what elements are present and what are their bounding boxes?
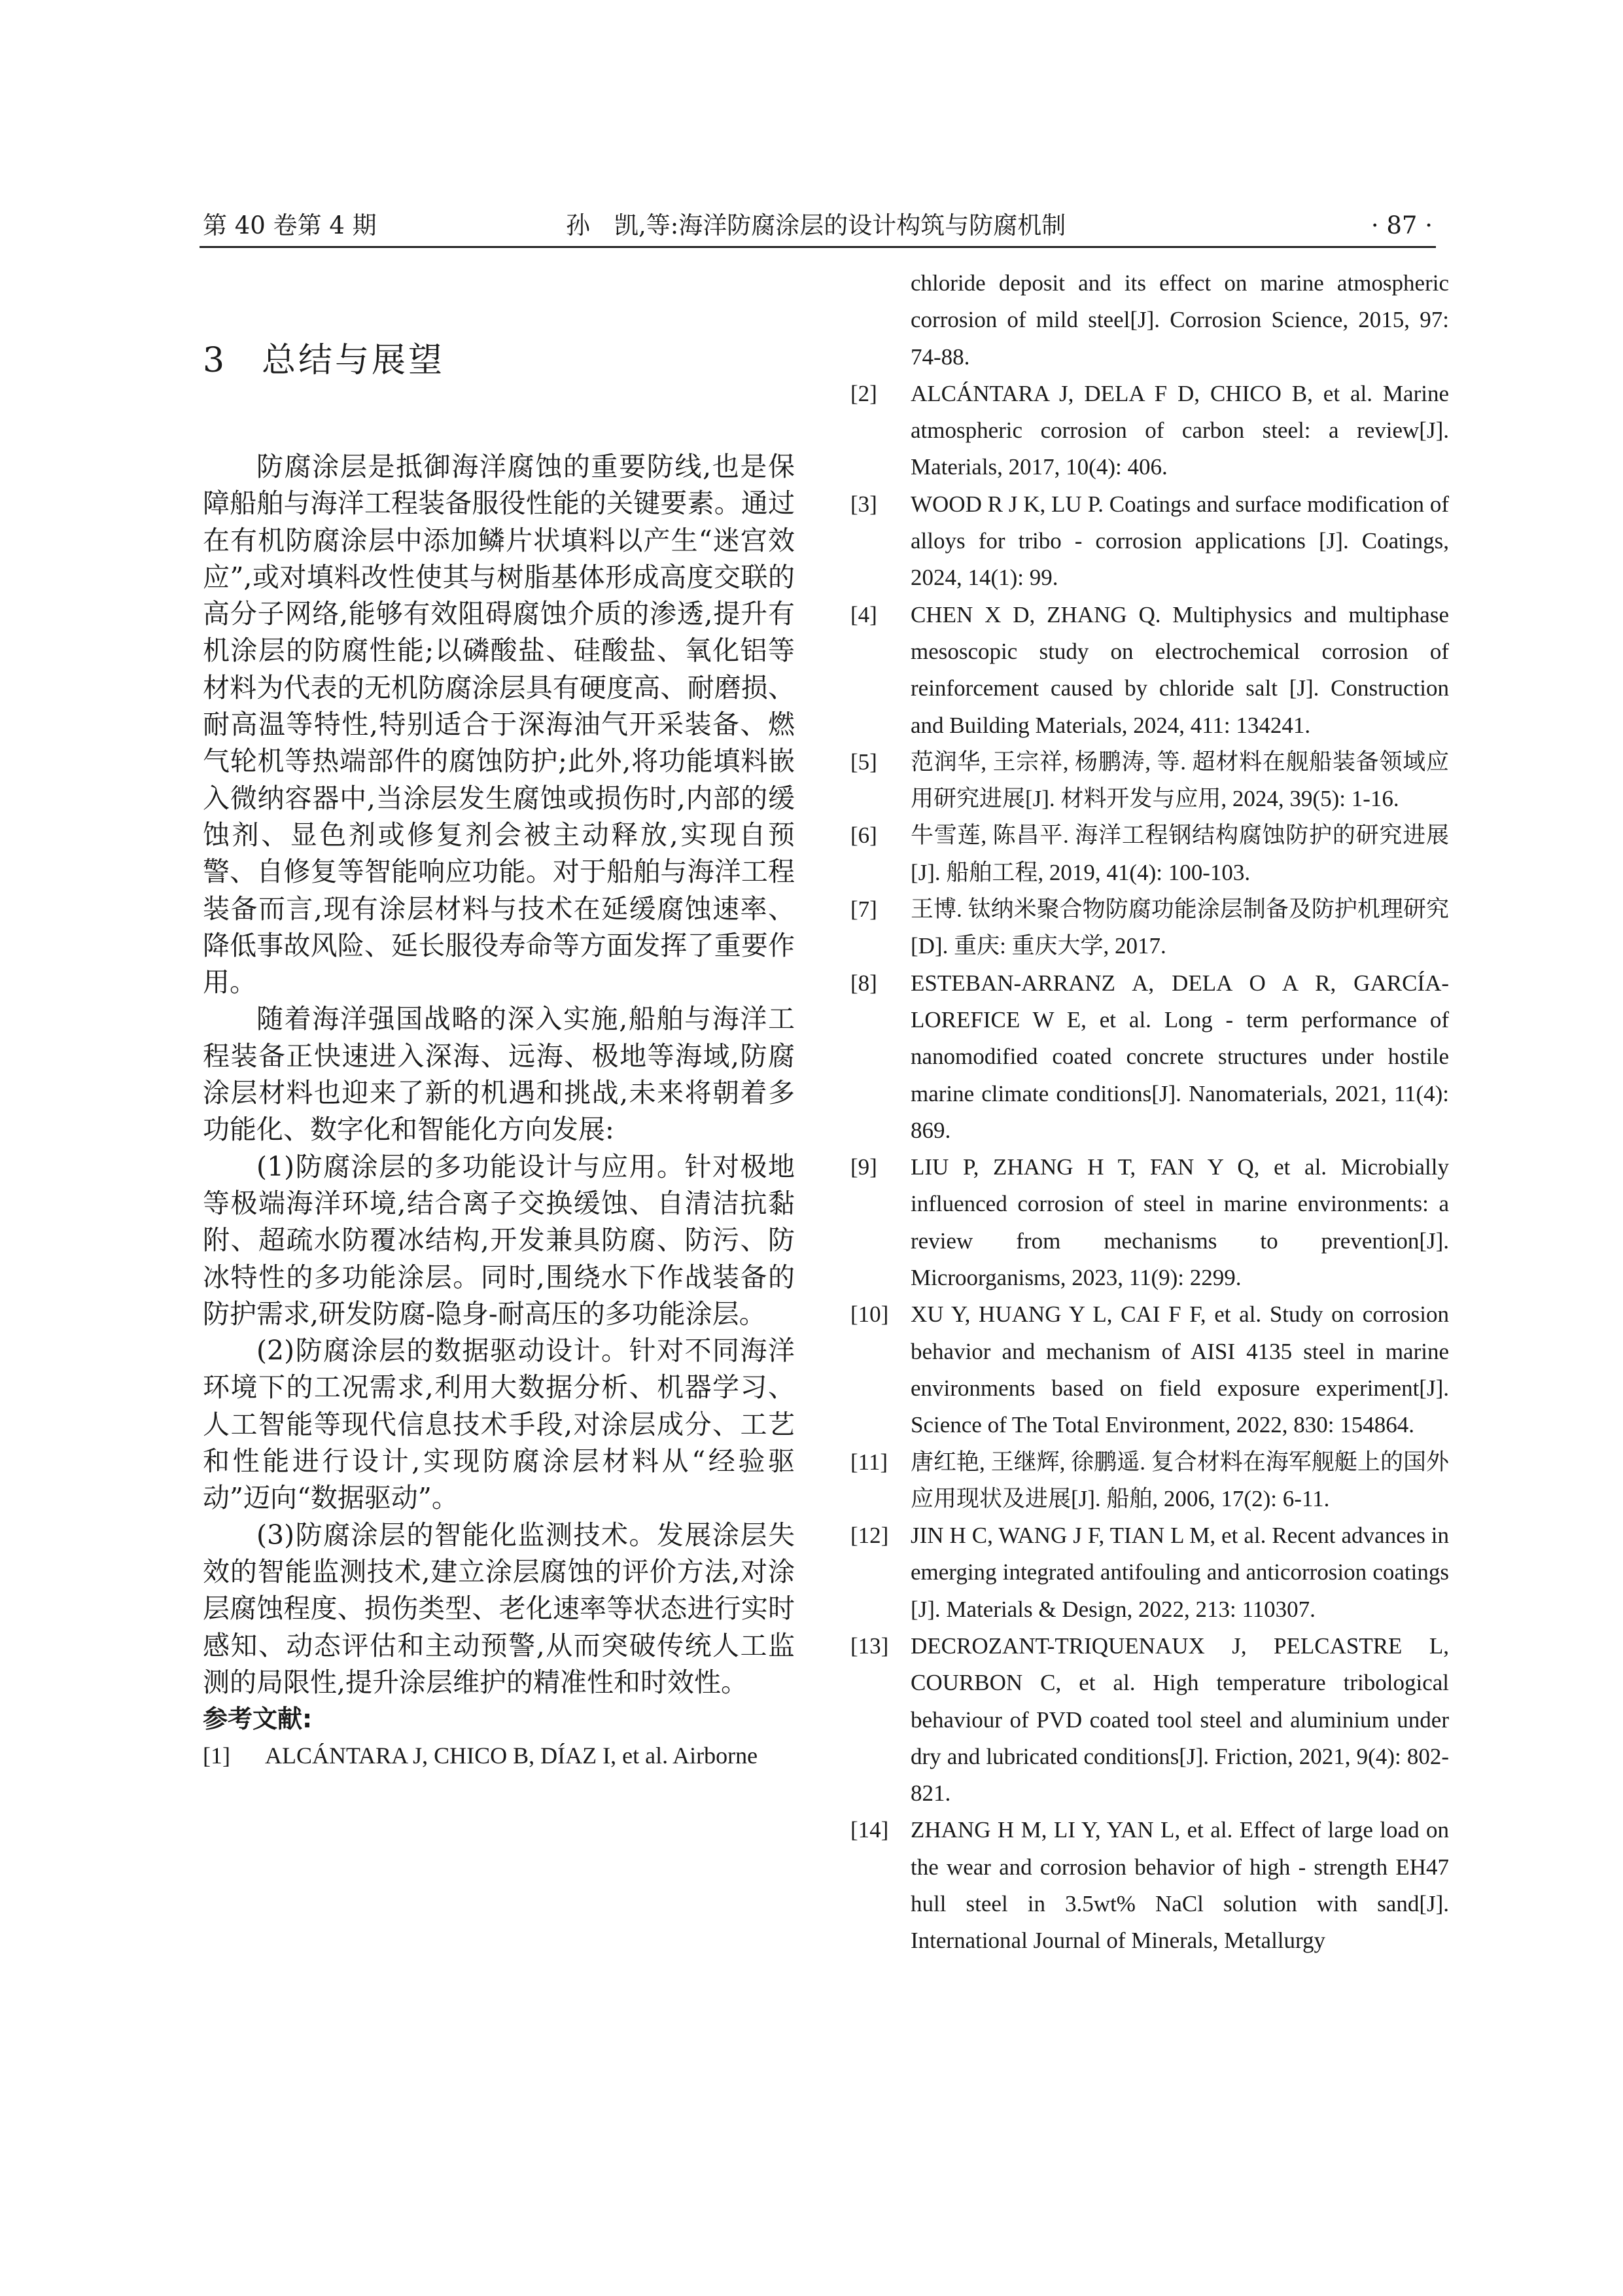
reference-item (850, 597, 1449, 744)
reference-text: CHEN X D, ZHANG Q. Multiphysics and multiphase mesoscopic study on electrochemical corrosion of reinforcement caused by chloride salt [J]. Construction and Building Materials, 2024, 411: 134241. (911, 601, 1449, 738)
reference-text: WOOD R J K, LU P. Coatings and surface modification of alloys for tribo - corrosion applications [J]. Coatings, 2024, 14(1): 99. (911, 491, 1449, 591)
reference-item (850, 891, 1449, 965)
reference-text: 王博. 钛纳米聚合物防腐功能涂层制备及防护机理研究[D]. 重庆: 重庆大学, 2017. (911, 896, 1449, 959)
paragraph: (3)防腐涂层的智能化监测技术。发展涂层失效的智能监测技术,建立涂层腐蚀的评价方法,对涂层腐蚀程度、损伤类型、老化速率等状态进行实时感知、动态评估和主动预警,从而突破传统人工监测的局限性,提升涂层维护的精准性和时效性。 (203, 1519, 795, 1698)
paragraph: 防腐涂层是抵御海洋腐蚀的重要防线,也是保障船舶与海洋工程装备服役性能的关键要素。通过在有机防腐涂层中添加鳞片状填料以产生“迷宫效应”,或对填料改性使其与树脂基体形成高度交联的高分子网络,能够有效阻碍腐蚀介质的渗透,提升有机涂层的防腐性能;以磷酸盐、硅酸盐、氧化铝等材料为代表的无机防腐涂层具有硬度高、耐磨损、耐高温等特性,特别适合于深海油气开采装备、燃气轮机等热端部件的腐蚀防护;此外,将功能填料嵌入微纳容器中,当涂层发生腐蚀或损伤时,内部的缓蚀剂、显色剂或修复剂会被主动释放,实现自预警、自修复等智能响应功能。对于船舶与海洋工程装备而言,现有涂层材料与技术在延缓腐蚀速率、降低事故风险、延长服役寿命等方面发挥了重要作用。 (203, 451, 795, 998)
reference-item (850, 376, 1449, 486)
reference-list (850, 376, 1449, 1960)
section-heading (203, 332, 445, 381)
reference-continuation: chloride deposit and its effect on marine atmospheric corrosion of mild steel[J]. Corrosion Science, 2015, 97: 74-88. (911, 270, 1449, 370)
reference-number: [14] (850, 1817, 889, 1843)
reference-text: JIN H C, WANG J F, TIAN L M, et al. Recent advances in emerging integrated antifouling and anticorrosion coatings [J]. Materials & Design, 2022, 213: 110307. (911, 1523, 1449, 1622)
reference-text: LIU P, ZHANG H T, FAN Y Q, et al. Microbially influenced corrosion of steel in marine environments: a review from mechanisms to prevention[J]. Microorganisms, 2023, 11(9): 2299. (911, 1154, 1449, 1291)
reference-number: [6] (850, 822, 877, 849)
references-heading: 参考文献: (203, 1704, 313, 1734)
reference-item (850, 744, 1449, 818)
reference-item (850, 1444, 1449, 1518)
reference-number: [10] (850, 1301, 889, 1328)
reference-item (850, 1517, 1449, 1628)
reference-text: 范润华, 王宗祥, 杨鹏涛, 等. 超材料在舰船装备领域应用研究进展[J]. 材料开发与应用, 2024, 39(5): 1-16. (911, 749, 1449, 812)
header-rule (200, 246, 1436, 248)
reference-text: ALCÁNTARA J, DELA F D, CHICO B, et al. Marine atmospheric corrosion of carbon steel: a review[J]. Materials, 2017, 10(4): 406. (911, 380, 1449, 480)
page-number: · 87 · (1370, 211, 1433, 239)
reference-item (850, 1628, 1449, 1812)
section-number: 3 (203, 341, 228, 380)
reference-number: [3] (850, 491, 877, 517)
reference-item (203, 1737, 795, 1774)
reference-number: [13] (850, 1633, 889, 1659)
paragraph: (1)防腐涂层的多功能设计与应用。针对极地等极端海洋环境,结合离子交换缓蚀、自清洁抗黏附、超疏水防覆冰结构,开发兼具防腐、防污、防冰特性的多功能涂层。同时,围绕水下作战装备的防护需求,研发防腐-隐身-耐高压的多功能涂层。 (203, 1150, 795, 1330)
paragraph: 随着海洋强国战略的深入实施,船舶与海洋工程装备正快速进入深海、远海、极地等海域,防腐涂层材料也迎来了新的机遇和挑战,未来将朝着多功能化、数字化和智能化方向发展: (203, 1003, 795, 1146)
reference-text: XU Y, HUANG Y L, CAI F F, et al. Study on corrosion behavior and mechanism of AISI 4135 steel in marine environments based on field exposure experiment[J]. Science of The Total Environment, 2022, 830: 154864. (911, 1301, 1449, 1438)
reference-number: [12] (850, 1523, 889, 1549)
reference-item (850, 965, 1449, 1149)
reference-text: ALCÁNTARA J, CHICO B, DÍAZ I, et al. Airborne (265, 1742, 758, 1769)
reference-number: [1] (203, 1742, 230, 1769)
journal-volume: 第 40 卷第 4 期 (203, 211, 377, 239)
reference-text: DECROZANT-TRIQUENAUX J, PELCASTRE L, COURBON C, et al. High temperature tribological behaviour of PVD coated tool steel and aluminium under dry and lubricated conditions[J]. Friction, 2021, 9(4): 802-821. (911, 1633, 1449, 1807)
running-header (203, 208, 1433, 243)
reference-number: [8] (850, 970, 877, 996)
reference-number: [7] (850, 896, 877, 923)
body-text (203, 448, 795, 1774)
reference-text: ZHANG H M, LI Y, YAN L, et al. Effect of large load on the wear and corrosion behavior of high - strength EH47 hull steel in 3.5wt% NaCl solution with sand[J]. International Journal of Minerals, Metallurgy (911, 1817, 1449, 1954)
running-title: 孙 凯,等:海洋防腐涂层的设计构筑与防腐机制 (566, 211, 1066, 239)
reference-text: 唐红艳, 王继辉, 徐鹏遥. 复合材料在海军舰艇上的国外应用现状及进展[J]. 船舶, 2006, 17(2): 6-11. (911, 1449, 1449, 1511)
paragraph: (2)防腐涂层的数据驱动设计。针对不同海洋环境下的工况需求,利用大数据分析、机器学习、人工智能等现代信息技术手段,对涂层成分、工艺和性能进行设计,实现防腐涂层材料从“经验驱动”迈向“数据驱动”。 (203, 1335, 795, 1514)
reference-text: ESTEBAN-ARRANZ A, DELA O A R, GARCÍA-LOREFICE W E, et al. Long - term performance of nanomodified coated concrete structures under hostile marine climate conditions[J]. Nanomaterials, 2021, 11(4): 869. (911, 970, 1449, 1143)
reference-item (850, 486, 1449, 597)
section-title: 总结与展望 (262, 341, 445, 380)
reference-number: [9] (850, 1154, 877, 1180)
reference-number: [11] (850, 1449, 888, 1475)
reference-item (850, 1812, 1449, 1959)
reference-number: [5] (850, 749, 877, 775)
reference-number: [4] (850, 601, 877, 627)
reference-item (850, 1149, 1449, 1296)
reference-text: 牛雪莲, 陈昌平. 海洋工程钢结构腐蚀防护的研究进展[J]. 船舶工程, 2019, 41(4): 100-103. (911, 822, 1449, 885)
reference-number: [2] (850, 380, 877, 406)
reference-item (850, 817, 1449, 891)
reference-item (850, 1296, 1449, 1443)
right-column (850, 265, 1449, 1960)
